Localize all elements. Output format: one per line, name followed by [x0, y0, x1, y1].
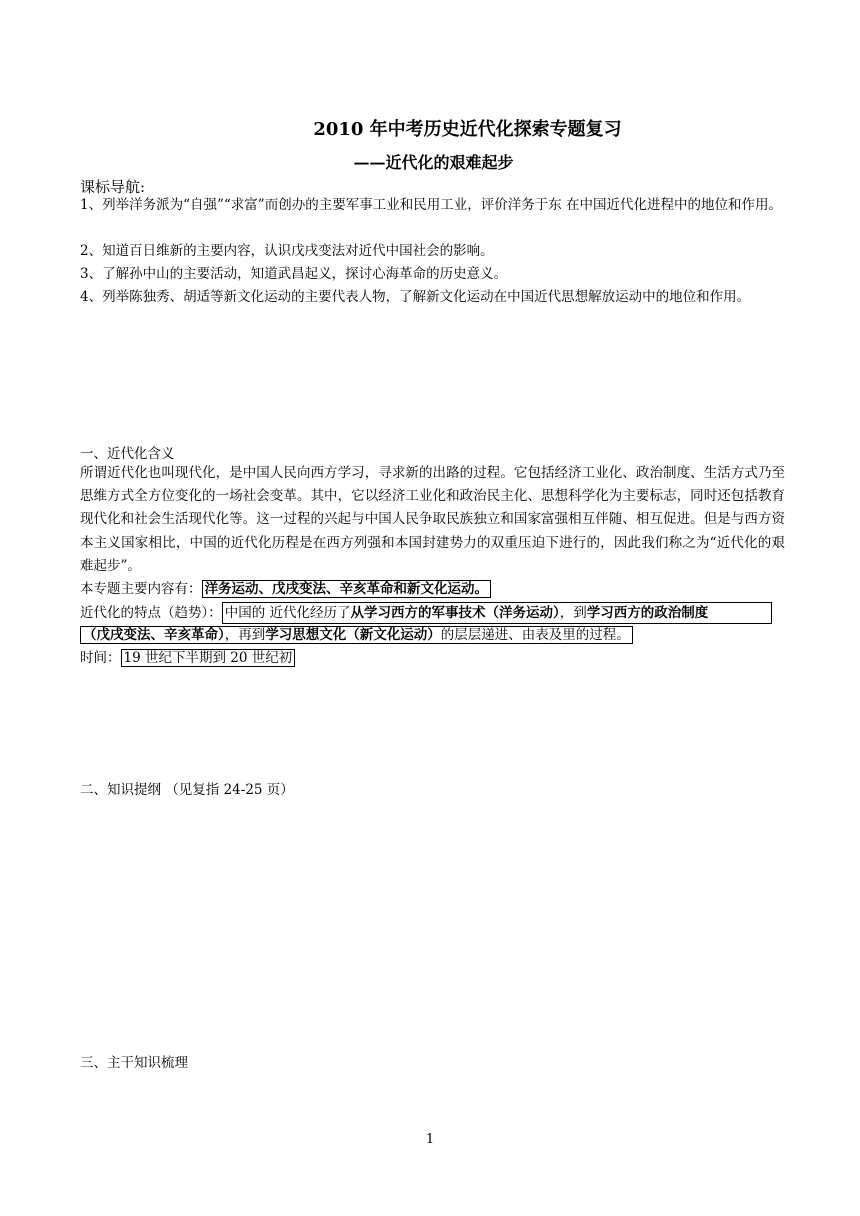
trend-box-line-2 — [80, 626, 633, 644]
trend-part-6: ，再到 — [224, 627, 266, 643]
page-subtitle: ——近代化的艰难起步 — [353, 153, 514, 172]
trend-part-8: 的层层递进、由表及里的过程。 — [440, 627, 630, 643]
trend-label: 近代化的特点（趋势）： — [80, 605, 222, 621]
section1-heading: 一、近代化含义 — [80, 446, 175, 462]
trend-line-1 — [80, 602, 772, 624]
trend-part-2: 从学习西方的军事技术（洋务运动） — [350, 605, 560, 621]
trend-box-line-1 — [222, 602, 772, 624]
time-value: 19 世纪下半期到 20 世纪初 — [121, 649, 296, 667]
time-line — [80, 648, 295, 668]
guide-label: 课标导航: — [80, 178, 146, 196]
section1-paragraph: 所谓近代化也叫现代化，是中国人民向西方学习，寻求新的出路的过程。它包括经济工业化、政治制度、生活方式乃至思维方式全方位变化的一场社会变革。其中，它以经济工业化和政治民主化、思想科学化为主要标志，同时还包括教育现代化和社会生活现代化等。这一过程的兴起与中国人民争取民族独立和国家富强相互伴随、相互促进。但是与西方资本主义国家相比，中国的近代化历程是在西方列强和本国封建势力的双重压迫下进行的，因此我们称之为“近代化的艰难起步”。 — [80, 465, 785, 574]
page-number: 1 — [425, 1132, 435, 1147]
section3-heading: 三、主干知识梳理 — [80, 1055, 188, 1071]
guide-item-4: 4、列举陈独秀、胡适等新文化运动的主要代表人物，了解新文化运动在中国近代思想解放运动中的地位和作用。 — [80, 289, 751, 305]
content-value: 洋务运动、戊戌变法、辛亥革命和新文化运动。 — [204, 581, 488, 597]
trend-part-3: ，到 — [559, 605, 587, 621]
trend-part-4: 学习西方的政治制度 — [586, 605, 709, 621]
guide-item-1: 1、列举洋务派为“自强”“求富”而创办的主要军事工业和民用工业，评价洋务于东 在中国近代化进程中的地位和作用。 — [80, 197, 782, 213]
section2-heading: 二、知识提纲 （见复指 24-25 页） — [80, 782, 294, 798]
guide-item-2: 2、知道百日维新的主要内容，认识戊戌变法对近代中国社会的影响。 — [80, 243, 494, 259]
content-label: 本专题主要内容有： — [80, 581, 202, 597]
time-label: 时间： — [80, 650, 121, 666]
trend-line-2 — [80, 625, 633, 645]
trend-part-7: 学习思想文化（新文化运动） — [265, 627, 441, 643]
guide-item-3: 3、了解孙中山的主要活动，知道武昌起义，探讨心海革命的历史意义。 — [80, 266, 508, 282]
content-value-box — [202, 580, 492, 598]
content-line — [80, 579, 491, 599]
trend-part-1: 中国的 近代化经历了 — [224, 605, 351, 621]
page-title: 2010 年中考历史近代化探索专题复习 — [313, 119, 622, 140]
trend-part-5: （戊戌变法、辛亥革命） — [83, 627, 225, 643]
